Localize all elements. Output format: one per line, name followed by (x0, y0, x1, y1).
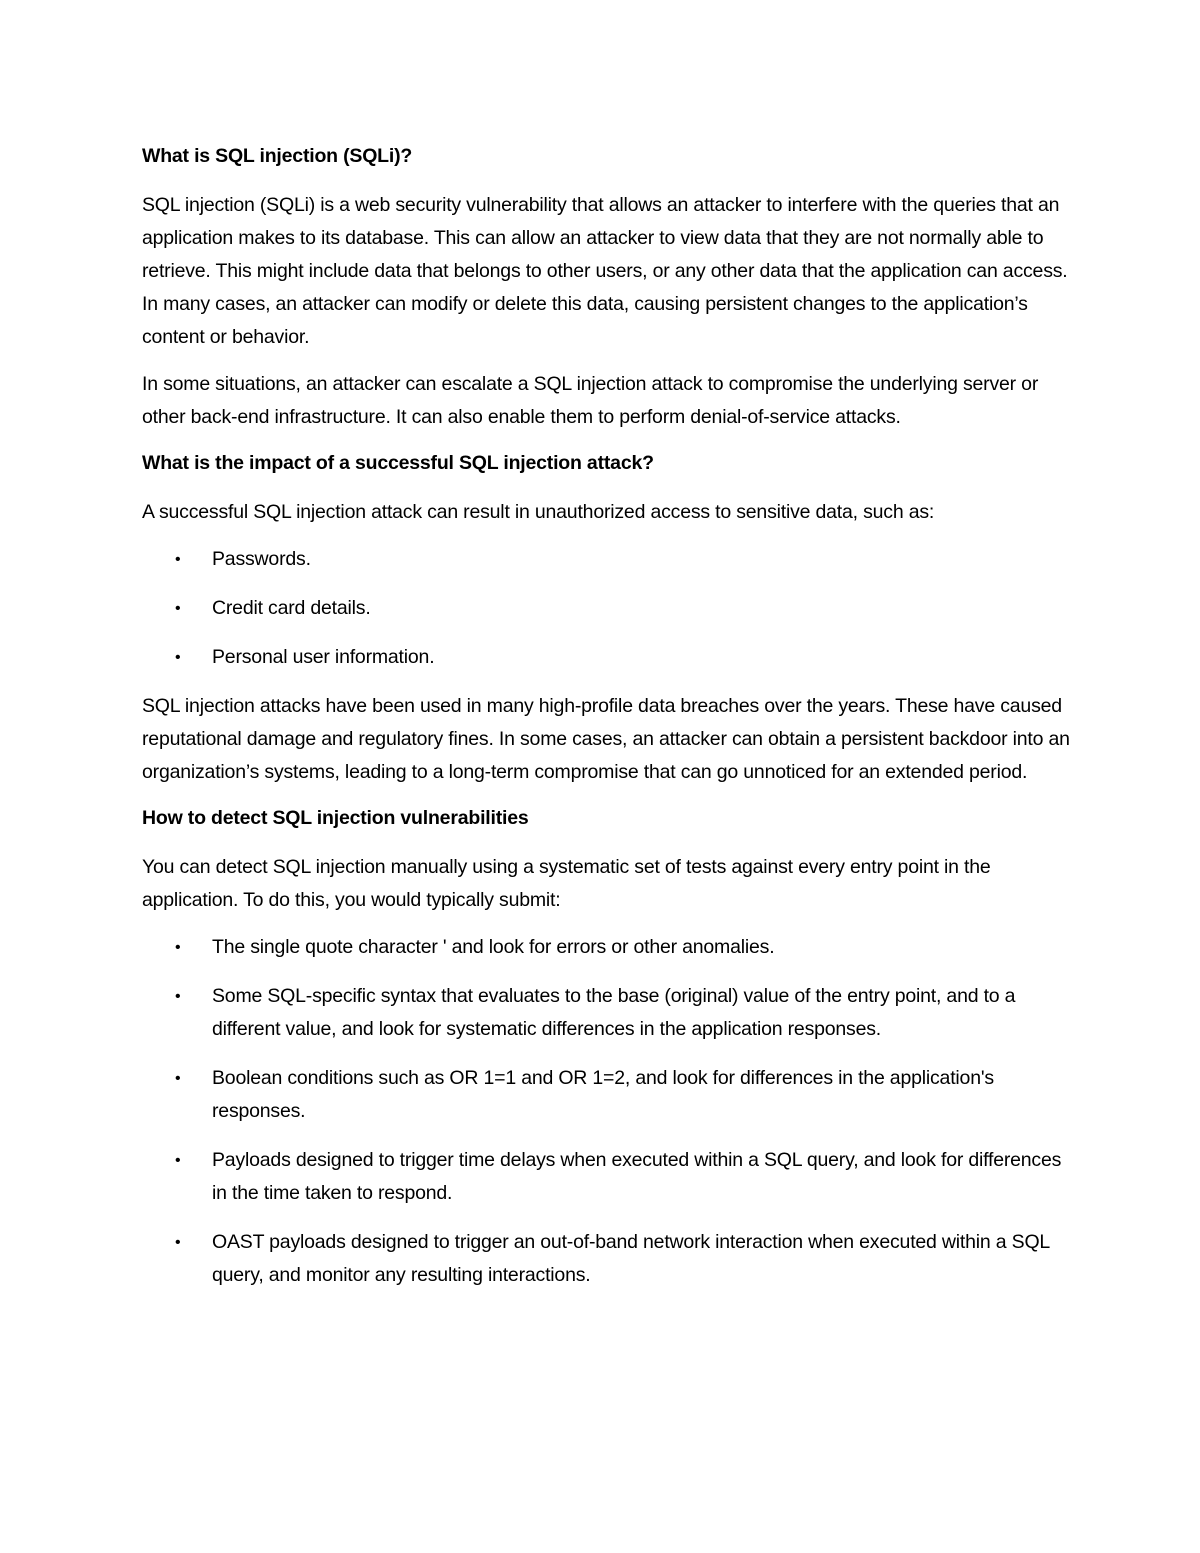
document-page (142, 141, 1072, 1308)
list-item: • Payloads designed to trigger time delays when executed within a SQL query, and look for differences in the time taken to respond. (142, 1144, 1072, 1210)
bullet-icon: • (175, 939, 181, 956)
bullet-icon: • (175, 1070, 181, 1087)
paragraph-definition: SQL injection (SQLi) is a web security vulnerability that allows an attacker to interfere with the queries that an application makes to its database. This can allow an attacker to view data that they are not normally able to retrieve. This might include data that belongs to other users, or any other data that the application can access. In many cases, an attacker can modify or delete this data, causing persistent changes to the application’s content or behavior. (142, 194, 1068, 348)
bullet-icon: • (175, 988, 181, 1005)
bullet-icon: • (175, 551, 181, 568)
paragraph-detect-intro: You can detect SQL injection manually using a systematic set of tests against every entry point in the application. To do this, you would typically submit: (142, 856, 991, 911)
sensitive-data-list (142, 543, 1072, 674)
list-item: • Personal user information. (142, 641, 1072, 674)
detection-tests-list (142, 931, 1072, 1292)
bullet-icon: • (175, 1152, 181, 1169)
bullet-icon: • (175, 600, 181, 617)
heading-what-is-sqli: What is SQL injection (SQLi)? (142, 145, 413, 167)
paragraph-breaches: SQL injection attacks have been used in many high-profile data breaches over the years. These have caused reputational damage and regulatory fines. In some cases, an attacker can obtain a persistent backdoor into an organization’s systems, leading to a long-term compromise that can go unnoticed for an extended period. (142, 695, 1070, 783)
list-item: • Boolean conditions such as OR 1=1 and OR 1=2, and look for differences in the application's responses. (142, 1062, 1072, 1128)
paragraph-impact-intro: A successful SQL injection attack can result in unauthorized access to sensitive data, such as: (142, 501, 935, 523)
list-item: • Credit card details. (142, 592, 1072, 625)
heading-impact: What is the impact of a successful SQL injection attack? (142, 452, 654, 474)
list-item: • The single quote character ' and look for errors or other anomalies. (142, 931, 1072, 964)
list-item: • Passwords. (142, 543, 1072, 576)
list-item: • OAST payloads designed to trigger an out-of-band network interaction when executed within a SQL query, and monitor any resulting interactions. (142, 1226, 1072, 1292)
heading-detect: How to detect SQL injection vulnerabilities (142, 807, 529, 829)
list-item: • Some SQL-specific syntax that evaluates to the base (original) value of the entry point, and to a different value, and look for systematic differences in the application responses. (142, 980, 1072, 1046)
paragraph-escalation: In some situations, an attacker can escalate a SQL injection attack to compromise the underlying server or other back-end infrastructure. It can also enable them to perform denial-of-service attacks. (142, 373, 1039, 428)
bullet-icon: • (175, 649, 181, 666)
bullet-icon: • (175, 1234, 181, 1251)
